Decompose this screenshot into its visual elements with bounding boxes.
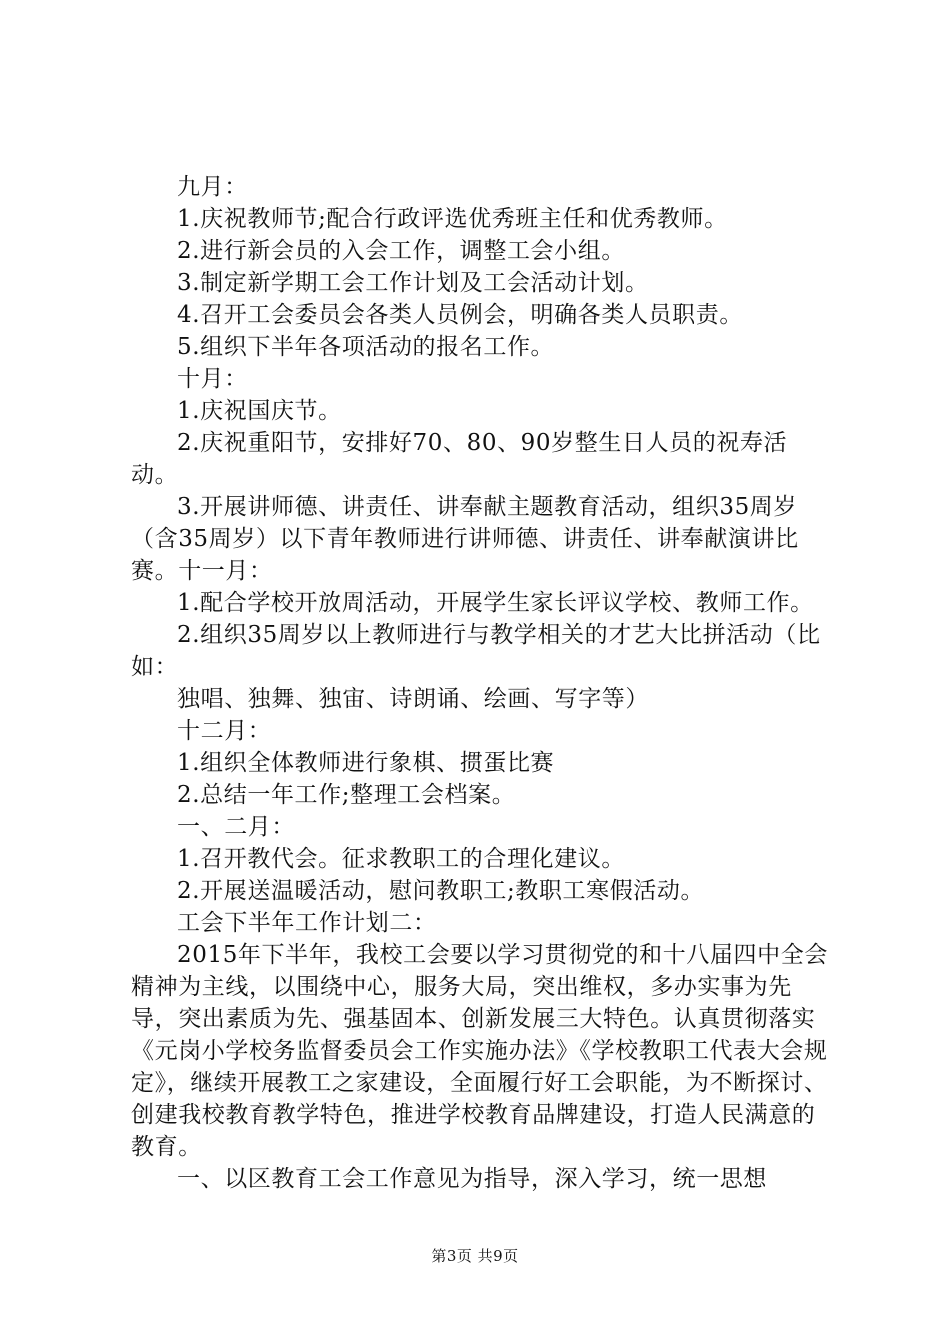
paragraph: 5.组织下半年各项活动的报名工作。 [177,334,555,360]
paragraph: 2.组织35周岁以上教师进行与教学相关的才艺大比拼活动（比如： [131,622,821,680]
paragraph: 2.开展送温暖活动，慰问教职工;教职工寒假活动。 [177,878,705,904]
paragraph: 独唱、独舞、独宙、诗朗诵、绘画、写字等） [177,686,649,712]
heading-october: 十月： [177,366,248,392]
section-heading: 工会下半年工作计划二： [177,910,437,936]
paragraph: 一、以区教育工会工作意见为指导，深入学习，统一思想 [177,1166,767,1192]
paragraph: 1.庆祝国庆节。 [177,398,342,424]
heading-september: 九月： [177,174,248,200]
paragraph: 2.进行新会员的入会工作，调整工会小组。 [177,238,625,264]
paragraph: 3.制定新学期工会工作计划及工会活动计划。 [177,270,649,296]
page-number: 第3页 共9页 [431,1247,519,1265]
paragraph: 1.配合学校开放周活动，开展学生家长评议学校、教师工作。 [177,590,814,616]
paragraph: 2.庆祝重阳节，安排好70、80、90岁整生日人员的祝寿活动。 [131,430,788,488]
document-body [131,171,831,1195]
paragraph: 1.组织全体教师进行象棋、掼蛋比赛 [177,750,555,776]
paragraph: 2.总结一年工作;整理工会档案。 [177,782,516,808]
paragraph: 3.开展讲师德、讲责任、讲奉献主题教育活动，组织35周岁（含35周岁）以下青年教师进行讲师德、讲责任、讲奉献演讲比赛。十一月： [131,494,799,584]
paragraph: 1.召开教代会。征求教职工的合理化建议。 [177,846,625,872]
paragraph: 4.召开工会委员会各类人员例会，明确各类人员职责。 [177,302,743,328]
heading-december: 十二月： [177,718,272,744]
paragraph: 2015年下半年，我校工会要以学习贯彻党的和十八届四中全会精神为主线，以围绕中心，服务大局，突出维权，多办实事为先导，突出素质为先、强基固本、创新发展三大特色。认真贯彻落实《元岗小学校务监督委员会工作实施办法》《学校教职工代表大会规定》，继续开展教工之家建设，全面履行好工会职能，为不断探讨、创建我校教育教学特色，推进学校教育品牌建设，打造人民满意的教育。 [131,942,828,1160]
heading-jan-feb: 一、二月： [177,814,295,840]
paragraph: 1.庆祝教师节;配合行政评选优秀班主任和优秀教师。 [177,206,728,232]
